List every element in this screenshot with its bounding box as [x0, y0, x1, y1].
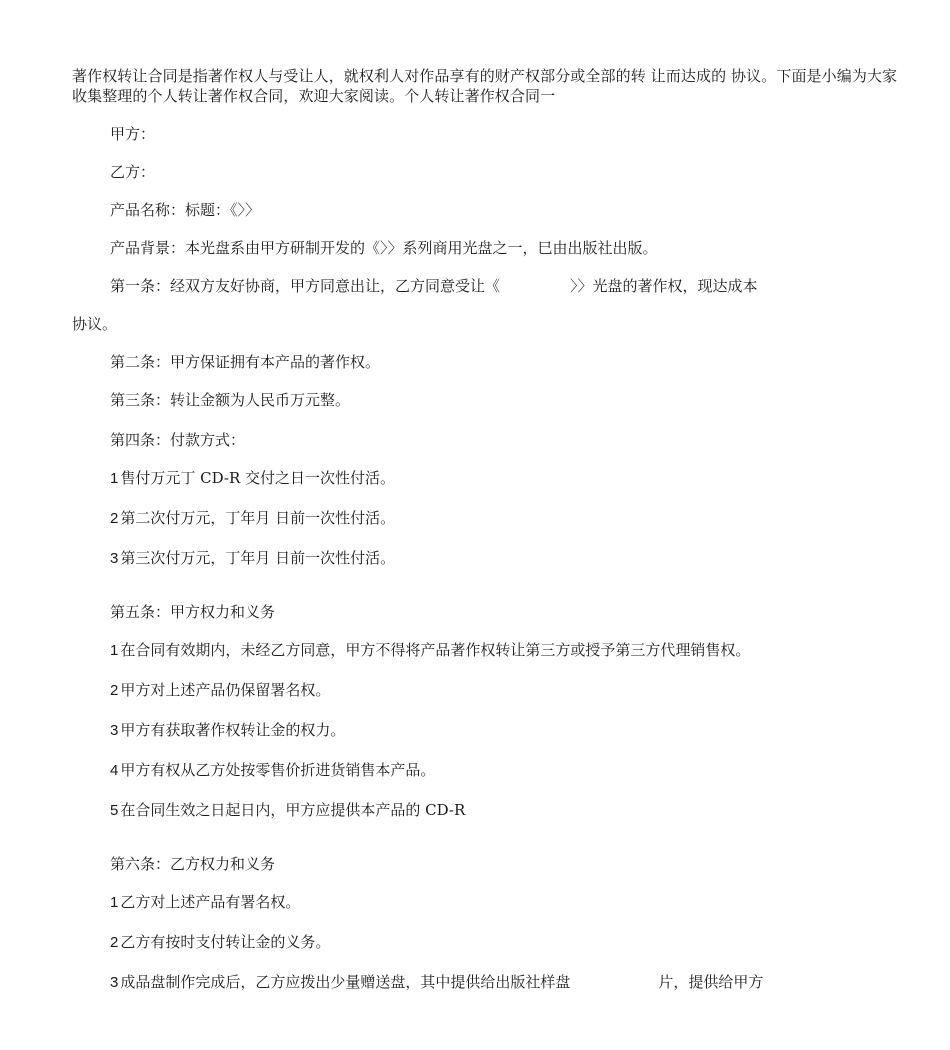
item-number: 1: [110, 894, 119, 911]
item-text: 乙方对上述产品有署名权。: [120, 893, 301, 911]
item-number: 3: [110, 974, 119, 991]
item-number: 3: [110, 722, 119, 739]
item-number: 1: [110, 642, 119, 659]
article-1-line: [110, 276, 758, 296]
article-5-item-3: [110, 720, 345, 741]
item-number: 4: [110, 762, 119, 779]
item-number: 2: [110, 934, 119, 951]
item-text-part-2: 片，提供给甲方: [658, 973, 764, 991]
item-text: 在合同有效期内，未经乙方同意，甲方不得将产品著作权转让第三方或授予第三方代理销售权。: [120, 641, 751, 659]
article-2-line: 第二条：甲方保证拥有本产品的著作权。: [110, 353, 381, 371]
article-5-item-4: [110, 760, 435, 781]
article-1-continuation: 协议。: [72, 315, 118, 333]
payment-item-1: [110, 468, 395, 489]
intro-paragraph: 著作权转让合同是指著作权人与受让人，就权利人对作品享有的财产权部分或全部的转 让而达成的 协议。下面是小编为大家收集整理的个人转让著作权合同，欢迎大家阅读。个人转让著作权合同一: [72, 67, 898, 105]
item-number: 5: [110, 802, 119, 819]
party-a-line: 甲方：: [110, 125, 156, 143]
article-3-line: 第三条：转让金额为人民币万元整。: [110, 391, 351, 409]
article-6-item-2: [110, 932, 330, 953]
item-number: 2: [110, 510, 119, 527]
article-1-part-1: 第一条：经双方友好协商，甲方同意出让，乙方同意受让《: [110, 277, 501, 295]
payment-item-3: [110, 548, 395, 569]
article-5-heading: 第五条：甲方权力和义务: [110, 603, 276, 621]
item-number: 3: [110, 550, 119, 567]
article-5-item-1: [110, 640, 750, 661]
item-text: 甲方有权从乙方处按零售价折进货销售本产品。: [120, 761, 436, 779]
article-6-heading: 第六条：乙方权力和义务: [110, 855, 276, 873]
item-number: 2: [110, 682, 119, 699]
item-text: 售付万元丁 CD-R 交付之日一次性付活。: [120, 469, 396, 487]
item-text: 第三次付万元，丁年月 日前一次性付活。: [120, 549, 396, 567]
payment-item-2: [110, 508, 395, 529]
item-text-part-1: 成品盘制作完成后，乙方应拨出少量赠送盘，其中提供给出版社样盘: [120, 973, 571, 991]
item-number: 1: [110, 470, 119, 487]
article-6-item-1: [110, 892, 300, 913]
item-text: 在合同生效之日起日内，甲方应提供本产品的 CD-R: [120, 801, 466, 819]
item-text: 乙方有按时支付转让金的义务。: [120, 933, 331, 951]
article-1-part-2: 〉〉光盘的著作权，现达成本: [570, 277, 758, 295]
item-text: 第二次付万元，丁年月 日前一次性付活。: [120, 509, 396, 527]
article-5-item-2: [110, 680, 330, 701]
item-text: 甲方有获取著作权转让金的权力。: [120, 721, 346, 739]
article-5-item-5: [110, 800, 465, 821]
product-background-line: 产品背景：本光盘系由甲方研制开发的《〉〉系列商用光盘之一，巳由出版社出版。: [110, 239, 658, 257]
article-4-line: 第四条：付款方式：: [110, 431, 246, 449]
item-text: 甲方对上述产品仍保留署名权。: [120, 681, 331, 699]
article-6-item-3: [110, 972, 763, 993]
product-name-line: 产品名称：标题：《〉〉: [110, 201, 261, 219]
party-b-line: 乙方：: [110, 163, 156, 181]
